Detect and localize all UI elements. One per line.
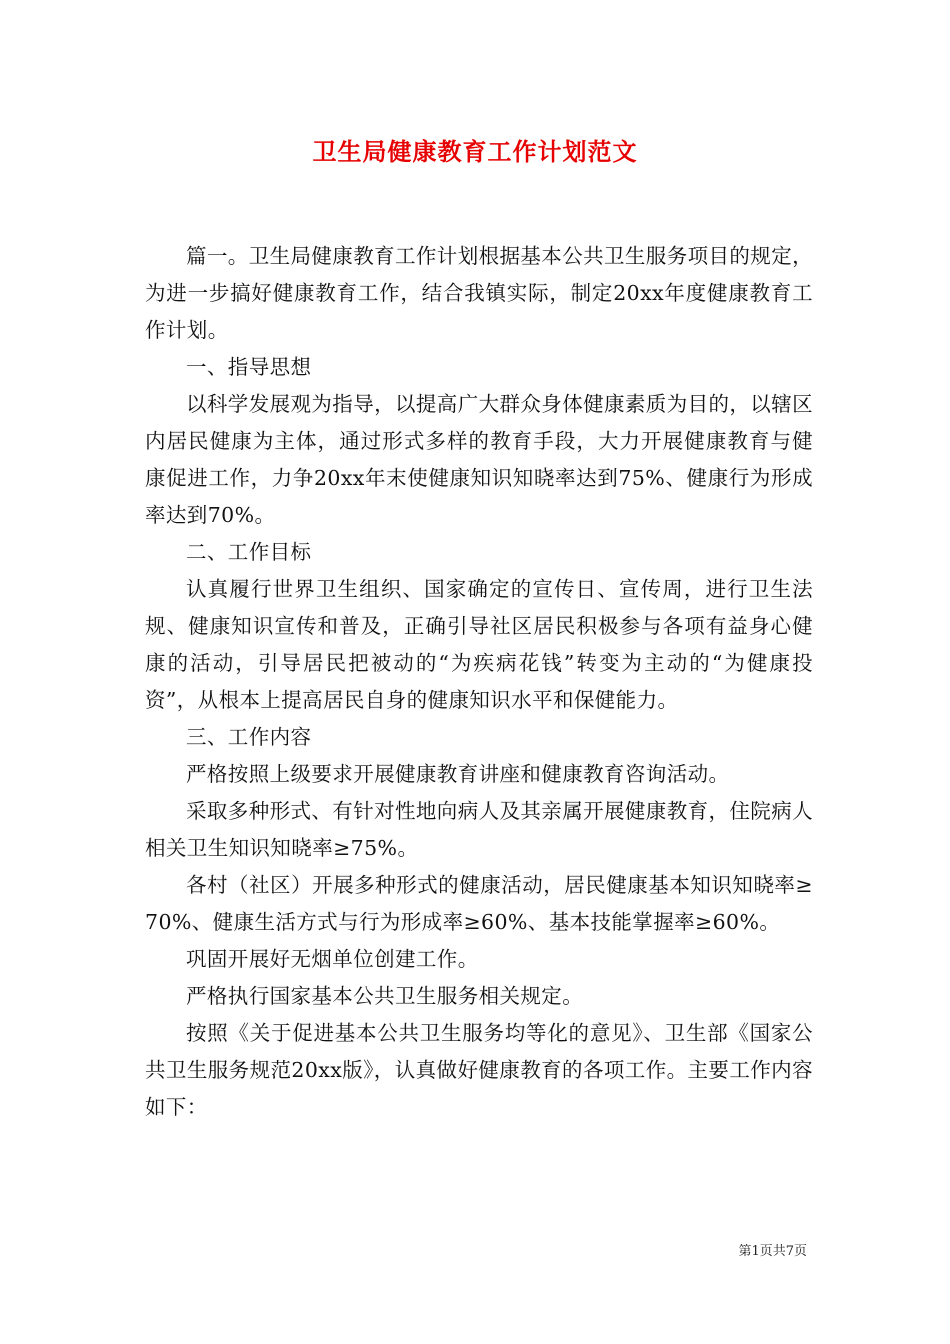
document-body (145, 238, 813, 1126)
document-title: 卫生局健康教育工作计划范文 (312, 137, 638, 166)
section-heading-work-content: 三、工作内容 (186, 725, 312, 749)
paragraph-content-villages: 各村（社区）开展多种形式的健康活动，居民健康基本知识知晓率≥70%、健康生活方式与行为形成率≥60%、基本技能掌握率≥60%。 (145, 873, 813, 934)
section-heading-work-goals: 二、工作目标 (186, 540, 312, 564)
paragraph-content-lectures: 严格按照上级要求开展健康教育讲座和健康教育咨询活动。 (186, 762, 730, 786)
paragraph-work-goals: 认真履行世界卫生组织、国家确定的宣传日、宣传周，进行卫生法规、健康知识宣传和普及，正确引导社区居民积极参与各项有益身心健康的活动，引导居民把被动的“为疾病花钱”转变为主动的“为健康投资”，从根本上提高居民自身的健康知识水平和保健能力。 (145, 577, 813, 712)
section-heading-guiding-ideology: 一、指导思想 (186, 355, 312, 379)
paragraph-guiding-ideology: 以科学发展观为指导，以提高广大群众身体健康素质为目的，以辖区内居民健康为主体，通过形式多样的教育手段，大力开展健康教育与健康促进工作，力争20xx年末使健康知识知晓率达到75%、健康行为形成率达到70%。 (145, 392, 813, 527)
paragraph-intro: 篇一。卫生局健康教育工作计划根据基本公共卫生服务项目的规定，为进一步搞好健康教育工作，结合我镇实际，制定20xx年度健康教育工作计划。 (145, 244, 813, 342)
paragraph-content-smoke-free: 巩固开展好无烟单位创建工作。 (186, 947, 479, 971)
paragraph-content-standards: 按照《关于促进基本公共卫生服务均等化的意见》、卫生部《国家公共卫生服务规范20xx版》，认真做好健康教育的各项工作。主要工作内容如下： (145, 1021, 813, 1119)
page-number: 第1页共7页 (738, 1244, 807, 1259)
paragraph-content-patients: 采取多种形式、有针对性地向病人及其亲属开展健康教育，住院病人相关卫生知识知晓率≥75%。 (145, 799, 813, 860)
paragraph-content-regulations: 严格执行国家基本公共卫生服务相关规定。 (186, 984, 584, 1008)
